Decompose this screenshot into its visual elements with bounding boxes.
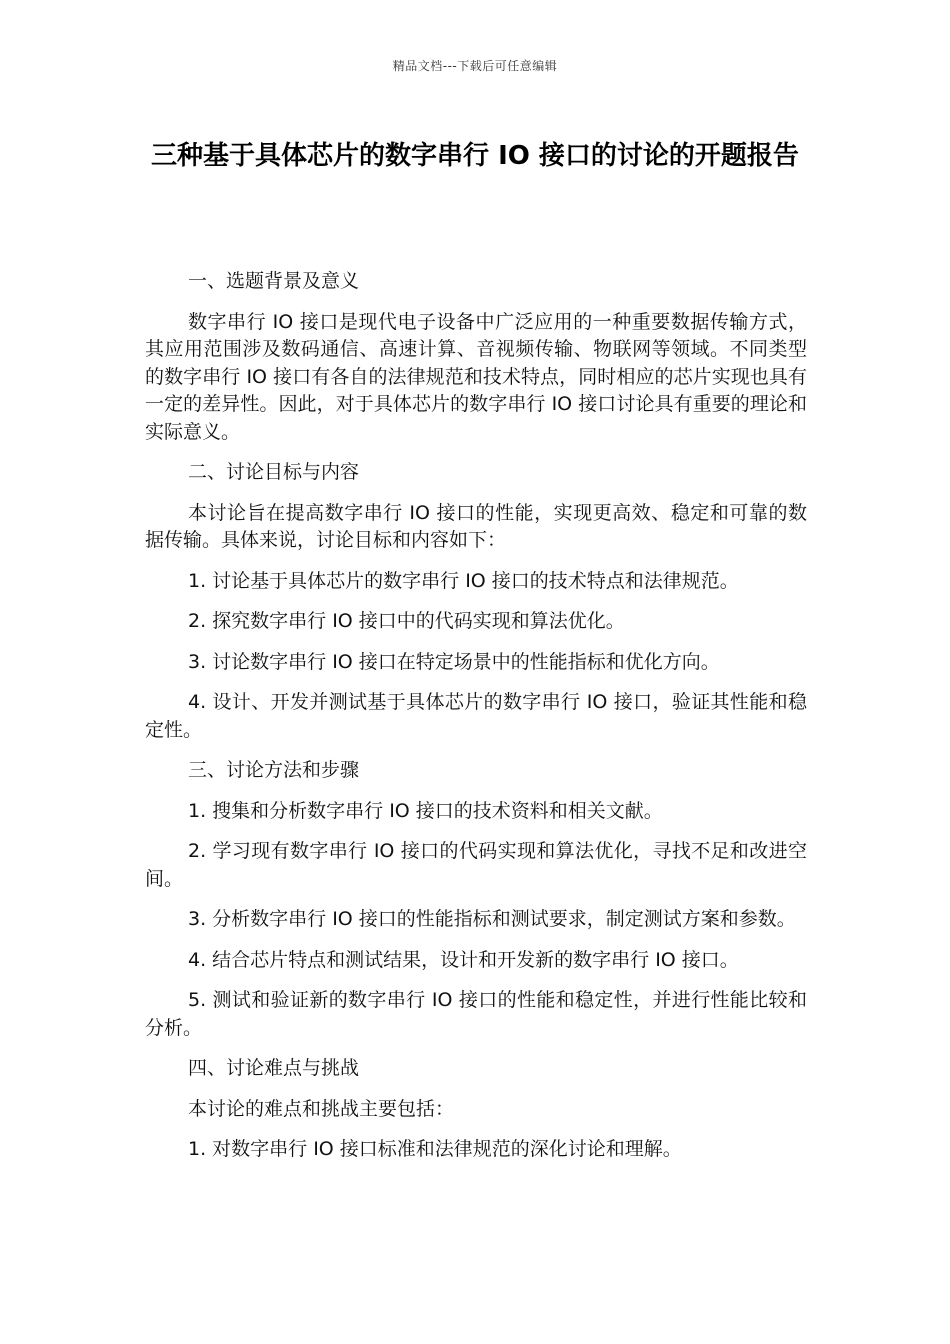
header-note: 精品文档---下载后可任意编辑 xyxy=(392,59,558,73)
list-item-goal-2: 2. 探究数字串行 IO 接口中的代码实现和算法优化。 xyxy=(188,610,625,632)
list-item-goal-3: 3. 讨论数字串行 IO 接口在特定场景中的性能指标和优化方向。 xyxy=(188,650,720,673)
list-item-goal-4: 4. 设计、开发并测试基于具体芯片的数字串行 IO 接口，验证其性能和稳定性。 xyxy=(145,691,807,741)
paragraph-background: 数字串行 IO 接口是现代电子设备中广泛应用的一种重要数据传输方式，其应用范围涉及数码通信、高速计算、音视频传输、物联网等领域。不同类型的数字串行 IO 接口有各自的法律规范和技术特点，同时相应的芯片实现也具有一定的差异性。因此，对于具体芯片的数字串行 IO 接口讨论具有重要的理论和实际意义。 xyxy=(145,310,807,443)
section-heading-goals: 二、讨论目标与内容 xyxy=(188,461,360,483)
list-item-challenge-1: 1. 对数字串行 IO 接口标准和法律规范的深化讨论和理解。 xyxy=(188,1138,682,1160)
paragraph-goals-intro: 本讨论旨在提高数字串行 IO 接口的性能，实现更高效、稳定和可靠的数据传输。具体来说，讨论目标和内容如下： xyxy=(145,501,807,551)
list-item-method-4: 4. 结合芯片特点和测试结果，设计和开发新的数字串行 IO 接口。 xyxy=(188,948,739,971)
list-item-method-1: 1. 搜集和分析数字串行 IO 接口的技术资料和相关文献。 xyxy=(188,799,663,822)
list-item-method-5: 5. 测试和验证新的数字串行 IO 接口的性能和稳定性，并进行性能比较和分析。 xyxy=(145,989,807,1039)
document-body xyxy=(145,268,807,1177)
list-item-goal-1: 1. 讨论基于具体芯片的数字串行 IO 接口的技术特点和法律规范。 xyxy=(188,569,739,592)
paragraph-challenges-intro: 本讨论的难点和挑战主要包括： xyxy=(188,1097,455,1120)
list-item-method-2: 2. 学习现有数字串行 IO 接口的代码实现和算法优化，寻找不足和改进空间。 xyxy=(145,840,807,890)
document-title: 三种基于具体芯片的数字串行 IO 接口的讨论的开题报告 xyxy=(151,141,799,171)
section-heading-methods: 三、讨论方法和步骤 xyxy=(188,759,360,781)
list-item-method-3: 3. 分析数字串行 IO 接口的性能指标和测试要求，制定测试方案和参数。 xyxy=(188,908,796,930)
section-heading-background: 一、选题背景及意义 xyxy=(188,270,360,292)
section-heading-challenges: 四、讨论难点与挑战 xyxy=(188,1057,360,1079)
